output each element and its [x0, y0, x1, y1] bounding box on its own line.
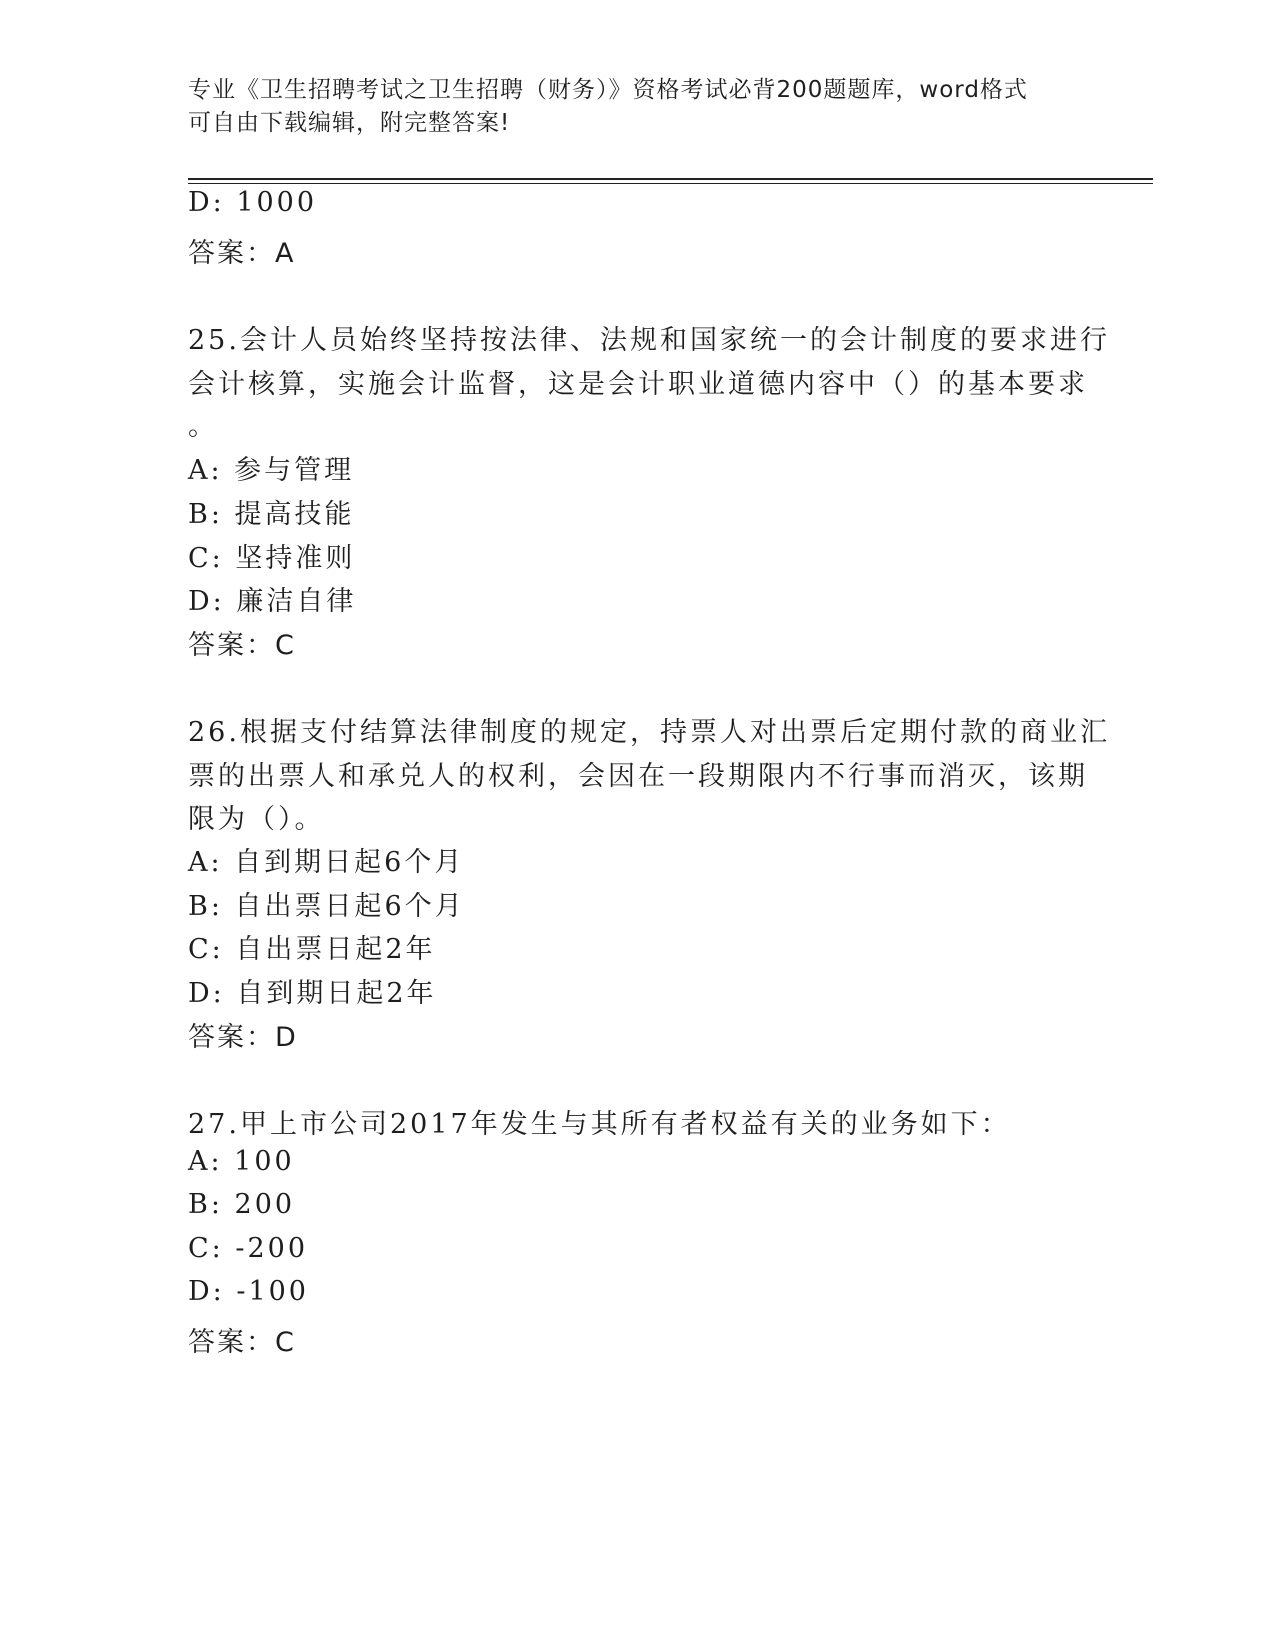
q26-stem-line-3: 限为（）。	[188, 804, 325, 835]
header-line-2: 可自由下载编辑，附完整答案!	[188, 110, 511, 136]
q27-answer: 答案：C	[188, 1327, 296, 1358]
q26-option-b: B: 自出票日起6个月	[188, 891, 465, 922]
q25-stem-line-3: 。	[188, 411, 218, 442]
q24-option-d: D: 1000	[188, 187, 318, 218]
q25-stem-line-2: 会计核算，实施会计监督，这是会计职业道德内容中（）的基本要求	[188, 369, 1088, 400]
q25-answer: 答案：C	[188, 630, 296, 661]
q27-option-a: A: 100	[188, 1146, 295, 1177]
q24-answer: 答案：A	[188, 238, 296, 269]
header-line-1: 专业《卫生招聘考试之卫生招聘（财务）》资格考试必背200题题库，word格式	[188, 77, 1028, 103]
header-divider	[188, 178, 1153, 180]
q26-option-c: C: 自出票日起2年	[188, 934, 436, 965]
q25-option-b: B: 提高技能	[188, 499, 355, 530]
q25-option-c: C: 坚持准则	[188, 543, 356, 574]
q26-option-d: D: 自到期日起2年	[188, 978, 437, 1009]
q27-option-d: D: -100	[188, 1276, 309, 1307]
q26-option-a: A: 自到期日起6个月	[188, 847, 465, 878]
q26-stem-line-1: 26.根据支付结算法律制度的规定，持票人对出票后定期付款的商业汇	[188, 717, 1110, 748]
q26-answer: 答案：D	[188, 1022, 298, 1053]
q27-stem-line-1: 27.甲上市公司2017年发生与其所有者权益有关的业务如下：	[188, 1109, 1011, 1140]
q25-option-a: A: 参与管理	[188, 455, 355, 486]
header-divider-thin	[188, 183, 1153, 184]
q27-option-c: C: -200	[188, 1233, 308, 1264]
document-header	[188, 74, 1088, 140]
q25-stem-line-1: 25.会计人员始终坚持按法律、法规和国家统一的会计制度的要求进行	[188, 325, 1110, 356]
q25-option-d: D: 廉洁自律	[188, 586, 357, 617]
q27-option-b: B: 200	[188, 1189, 296, 1220]
q26-stem-line-2: 票的出票人和承兑人的权利，会因在一段期限内不行事而消灭，该期	[188, 761, 1088, 792]
